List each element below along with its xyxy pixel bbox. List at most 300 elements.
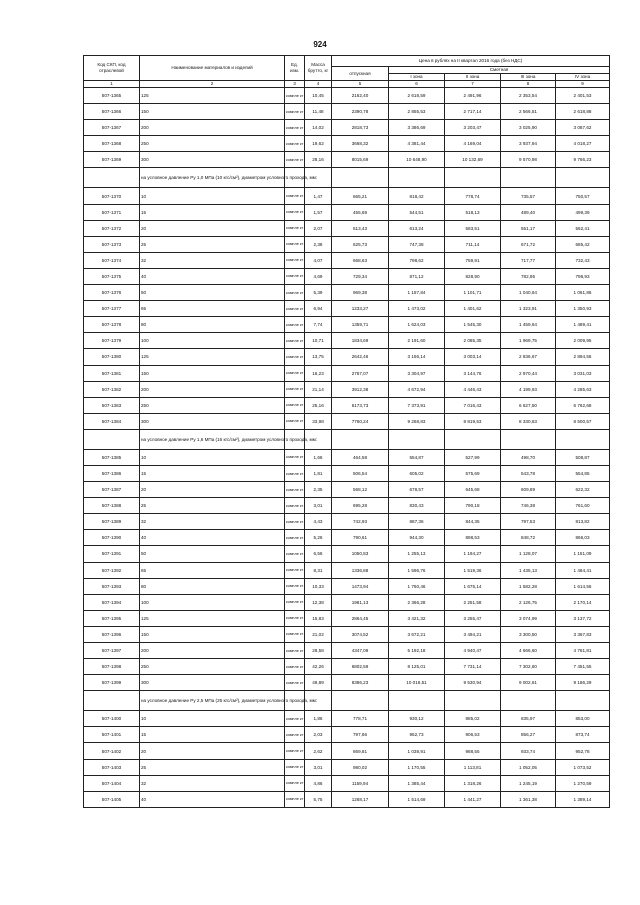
- table-row: [84, 268, 610, 284]
- code: 507-1377: [84, 301, 140, 317]
- mass-cell: 2,03: [305, 727, 332, 743]
- item-name: 200: [140, 120, 285, 136]
- unit-cell: компле кт: [285, 365, 305, 381]
- section-empty-cell: [556, 691, 610, 711]
- zone-2-price-cell: 1 101,71: [445, 285, 501, 301]
- unit-cell: компле кт: [285, 743, 305, 759]
- unit-cell: компле кт: [285, 610, 305, 626]
- table-row: [84, 759, 610, 775]
- unit-cell: компле кт: [285, 759, 305, 775]
- release-price-cell: 6802,59: [332, 659, 389, 675]
- item-name: 150: [140, 104, 285, 120]
- section-empty-cell: [445, 168, 501, 188]
- zone-1-price-cell: 3 304,97: [389, 365, 445, 381]
- zone-1-price-cell: 930,12: [389, 711, 445, 727]
- mass-cell: 25,16: [305, 397, 332, 413]
- header-price-group: Цена в рублях на II квартал 2016 года (без НДС): [332, 56, 610, 67]
- zone-2-price-cell: 4 169,04: [445, 136, 501, 152]
- zone-1-price-cell: 830,43: [389, 498, 445, 514]
- col-number: 7: [445, 81, 501, 88]
- unit-cell: компле кт: [285, 530, 305, 546]
- item-name: 65: [140, 301, 285, 317]
- table-row: [84, 643, 610, 659]
- zone-1-price-cell: 8 125,01: [389, 659, 445, 675]
- mass-cell: 13,75: [305, 349, 332, 365]
- zone-4-price-cell: 1 350,93: [556, 301, 610, 317]
- table-row: [84, 381, 610, 397]
- item-name: 50: [140, 285, 285, 301]
- release-price-cell: 778,71: [332, 711, 389, 727]
- zone-2-price-cell: 7 731,14: [445, 659, 501, 675]
- mass-cell: 10,71: [305, 333, 332, 349]
- zone-4-price-cell: 1 061,86: [556, 285, 610, 301]
- zone-3-price-cell: 609,89: [501, 482, 556, 498]
- zone-3-price-cell: 3 025,90: [501, 120, 556, 136]
- table-row: [84, 659, 610, 675]
- table-row: [84, 333, 610, 349]
- code: 507-1401: [84, 727, 140, 743]
- col-number: 9: [556, 81, 610, 88]
- zone-1-price-cell: 1 170,55: [389, 759, 445, 775]
- zone-3-price-cell: 2 970,44: [501, 365, 556, 381]
- zone-3-price-cell: 671,72: [501, 236, 556, 252]
- section-row: [84, 168, 610, 188]
- header-zone-1: I зона: [389, 74, 445, 81]
- release-price-cell: 1473,94: [332, 578, 389, 594]
- item-name: 20: [140, 220, 285, 236]
- section-code-cell: [84, 691, 140, 711]
- release-price-cell: 464,58: [332, 449, 389, 465]
- release-price-cell: 1834,69: [332, 333, 389, 349]
- table-row: [84, 791, 610, 807]
- table-row: [84, 711, 610, 727]
- section-title: на условное давление Ру 1,6 МПа (16 кгс/см²), диаметром условного прохода, мм:: [140, 429, 285, 449]
- page-number: 924: [313, 40, 327, 49]
- zone-3-price-cell: 1 128,07: [501, 546, 556, 562]
- zone-4-price-cell: 1 614,56: [556, 578, 610, 594]
- zone-2-price-cell: 3 003,14: [445, 349, 501, 365]
- zone-1-price-cell: 798,62: [389, 252, 445, 268]
- zone-4-price-cell: 7 451,55: [556, 659, 610, 675]
- zone-4-price-cell: 2 618,88: [556, 104, 610, 120]
- code: 507-1365: [84, 88, 140, 104]
- zone-1-price-cell: 4 381,44: [389, 136, 445, 152]
- table-row: [84, 204, 610, 220]
- zone-2-price-cell: 1 519,36: [445, 562, 501, 578]
- table-row: [84, 743, 610, 759]
- release-price-cell: 513,43: [332, 220, 389, 236]
- release-price-cell: 625,73: [332, 236, 389, 252]
- item-name: 40: [140, 530, 285, 546]
- zone-1-price-cell: 1 157,84: [389, 285, 445, 301]
- zone-2-price-cell: 3 494,21: [445, 626, 501, 642]
- item-name: 300: [140, 152, 285, 168]
- zone-2-price-cell: 906,53: [445, 727, 501, 743]
- section-code-cell: [84, 168, 140, 188]
- item-name: 250: [140, 659, 285, 675]
- table-row: [84, 413, 610, 429]
- section-empty-cell: [445, 429, 501, 449]
- section-empty-cell: [556, 168, 610, 188]
- zone-1-price-cell: 678,57: [389, 482, 445, 498]
- mass-cell: 1,66: [305, 449, 332, 465]
- release-price-cell: 665,21: [332, 188, 389, 204]
- zone-1-price-cell: 2 855,53: [389, 104, 445, 120]
- zone-3-price-cell: 1 052,05: [501, 759, 556, 775]
- item-name: 150: [140, 365, 285, 381]
- code: 507-1379: [84, 333, 140, 349]
- mass-cell: 49,89: [305, 675, 332, 691]
- zone-3-price-cell: 2 566,51: [501, 104, 556, 120]
- table-row: [84, 397, 610, 413]
- zone-2-price-cell: 8 819,53: [445, 413, 501, 429]
- zone-3-price-cell: 848,72: [501, 530, 556, 546]
- zone-4-price-cell: 4 761,81: [556, 643, 610, 659]
- zone-2-price-cell: 1 194,27: [445, 546, 501, 562]
- table-row: [84, 482, 610, 498]
- zone-3-price-cell: 835,97: [501, 711, 556, 727]
- unit-cell: компле кт: [285, 268, 305, 284]
- code: 507-1396: [84, 626, 140, 642]
- table-header: [84, 56, 610, 88]
- item-name: 32: [140, 514, 285, 530]
- table-row: [84, 775, 610, 791]
- mass-cell: 2,35: [305, 482, 332, 498]
- mass-cell: 6,56: [305, 546, 332, 562]
- section-empty-cell: [445, 691, 501, 711]
- section-empty-cell: [556, 429, 610, 449]
- code: 507-1373: [84, 236, 140, 252]
- zone-4-price-cell: 2 170,14: [556, 594, 610, 610]
- table-row: [84, 626, 610, 642]
- code: 507-1369: [84, 152, 140, 168]
- item-name: 25: [140, 759, 285, 775]
- unit-cell: компле кт: [285, 791, 305, 807]
- code: 507-1374: [84, 252, 140, 268]
- zone-4-price-cell: 952,78: [556, 743, 610, 759]
- table-row: [84, 449, 610, 465]
- unit-cell: компле кт: [285, 659, 305, 675]
- mass-cell: 21,14: [305, 381, 332, 397]
- zone-1-price-cell: 1 514,69: [389, 791, 445, 807]
- unit-cell: компле кт: [285, 514, 305, 530]
- table-row: [84, 562, 610, 578]
- section-row: [84, 691, 610, 711]
- zone-1-price-cell: 554,87: [389, 449, 445, 465]
- code: 507-1389: [84, 514, 140, 530]
- zone-3-price-cell: 1 040,64: [501, 285, 556, 301]
- unit-cell: компле кт: [285, 578, 305, 594]
- unit-cell: компле кт: [285, 727, 305, 743]
- zone-3-price-cell: 4 199,93: [501, 381, 556, 397]
- col-number: 6: [389, 81, 445, 88]
- unit-cell: компле кт: [285, 482, 305, 498]
- release-price-cell: 1159,94: [332, 775, 389, 791]
- item-name: 125: [140, 88, 285, 104]
- mass-cell: 21,02: [305, 626, 332, 642]
- code: 507-1386: [84, 465, 140, 481]
- table-row: [84, 546, 610, 562]
- release-price-cell: 668,63: [332, 252, 389, 268]
- mass-cell: 4,07: [305, 252, 332, 268]
- item-name: 15: [140, 727, 285, 743]
- zone-1-price-cell: 2 366,28: [389, 594, 445, 610]
- zone-4-price-cell: 866,03: [556, 530, 610, 546]
- zone-3-price-cell: 933,74: [501, 743, 556, 759]
- release-price-cell: 2767,07: [332, 365, 389, 381]
- unit-cell: компле кт: [285, 349, 305, 365]
- table-row: [84, 610, 610, 626]
- zone-2-price-cell: 844,35: [445, 514, 501, 530]
- code: 507-1368: [84, 136, 140, 152]
- release-price-cell: 969,38: [332, 285, 389, 301]
- unit-cell: компле кт: [285, 285, 305, 301]
- zone-2-price-cell: 583,51: [445, 220, 501, 236]
- zone-4-price-cell: 3 087,62: [556, 120, 610, 136]
- mass-cell: 28,16: [305, 152, 332, 168]
- zone-4-price-cell: 1 464,41: [556, 562, 610, 578]
- item-name: 80: [140, 578, 285, 594]
- zone-2-price-cell: 790,18: [445, 498, 501, 514]
- zone-2-price-cell: 4 446,43: [445, 381, 501, 397]
- col-number: 4: [305, 81, 332, 88]
- code: 507-1392: [84, 562, 140, 578]
- section-empty-cell: [389, 691, 445, 711]
- unit-cell: компле кт: [285, 317, 305, 333]
- zone-4-price-cell: 3 031,03: [556, 365, 610, 381]
- zone-3-price-cell: 2 836,67: [501, 349, 556, 365]
- release-price-cell: 3912,38: [332, 381, 389, 397]
- item-name: 80: [140, 317, 285, 333]
- code: 507-1382: [84, 381, 140, 397]
- code: 507-1370: [84, 188, 140, 204]
- release-price-cell: 8015,69: [332, 152, 389, 168]
- unit-cell: компле кт: [285, 381, 305, 397]
- unit-cell: компле кт: [285, 252, 305, 268]
- mass-cell: 2,07: [305, 220, 332, 236]
- unit-cell: компле кт: [285, 88, 305, 104]
- zone-3-price-cell: 1 459,64: [501, 317, 556, 333]
- zone-3-price-cell: 856,27: [501, 727, 556, 743]
- zone-2-price-cell: 1 113,81: [445, 759, 501, 775]
- zone-2-price-cell: 3 255,47: [445, 610, 501, 626]
- item-name: 300: [140, 675, 285, 691]
- zone-4-price-cell: 798,93: [556, 268, 610, 284]
- mass-cell: 33,98: [305, 413, 332, 429]
- release-price-cell: 695,28: [332, 498, 389, 514]
- zone-3-price-cell: 489,40: [501, 204, 556, 220]
- table-row: [84, 220, 610, 236]
- zone-3-price-cell: 1 969,75: [501, 333, 556, 349]
- mass-cell: 2,38: [305, 236, 332, 252]
- item-name: 40: [140, 791, 285, 807]
- header-zone-2: II зона: [445, 74, 501, 81]
- mass-cell: 4,69: [305, 268, 332, 284]
- zone-1-price-cell: 1 385,44: [389, 775, 445, 791]
- table-row: [84, 104, 610, 120]
- mass-cell: 19,62: [305, 136, 332, 152]
- zone-4-price-cell: 873,74: [556, 727, 610, 743]
- col-number: 3: [285, 81, 305, 88]
- table-row: [84, 465, 610, 481]
- zone-4-price-cell: 3 137,72: [556, 610, 610, 626]
- release-price-cell: 1233,27: [332, 301, 389, 317]
- release-price-cell: 6173,73: [332, 397, 389, 413]
- zone-3-price-cell: 3 300,50: [501, 626, 556, 642]
- zone-1-price-cell: 613,24: [389, 220, 445, 236]
- table-body: [84, 88, 610, 808]
- zone-4-price-cell: 622,32: [556, 482, 610, 498]
- zone-4-price-cell: 9 766,23: [556, 152, 610, 168]
- zone-2-price-cell: 2 251,58: [445, 594, 501, 610]
- section-title: на условное давление Ру 1,0 МПа (10 кгс/см²), диаметром условного прохода, мм:: [140, 168, 285, 188]
- release-price-cell: 4347,09: [332, 643, 389, 659]
- code: 507-1390: [84, 530, 140, 546]
- zone-1-price-cell: 3 156,14: [389, 349, 445, 365]
- mass-cell: 1,47: [305, 188, 332, 204]
- section-empty-cell: [501, 168, 556, 188]
- release-price-cell: 568,12: [332, 482, 389, 498]
- release-price-cell: 2818,73: [332, 120, 389, 136]
- mass-cell: 1,57: [305, 204, 332, 220]
- release-price-cell: 869,81: [332, 743, 389, 759]
- unit-cell: компле кт: [285, 675, 305, 691]
- code: 507-1393: [84, 578, 140, 594]
- zone-3-price-cell: 1 435,13: [501, 562, 556, 578]
- item-name: 20: [140, 482, 285, 498]
- zone-3-price-cell: 1 245,19: [501, 775, 556, 791]
- table-row: [84, 578, 610, 594]
- code: 507-1398: [84, 659, 140, 675]
- zone-4-price-cell: 732,43: [556, 252, 610, 268]
- unit-cell: компле кт: [285, 449, 305, 465]
- zone-3-price-cell: 9 002,61: [501, 675, 556, 691]
- zone-4-price-cell: 6 762,68: [556, 397, 610, 413]
- release-price-cell: 1981,13: [332, 594, 389, 610]
- release-price-cell: 1336,88: [332, 562, 389, 578]
- mass-cell: 8,31: [305, 562, 332, 578]
- code: 507-1372: [84, 220, 140, 236]
- item-name: 50: [140, 546, 285, 562]
- zone-1-price-cell: 10 016,51: [389, 675, 445, 691]
- zone-3-price-cell: 2 126,75: [501, 594, 556, 610]
- zone-2-price-cell: 1 318,26: [445, 775, 501, 791]
- zone-1-price-cell: 5 192,18: [389, 643, 445, 659]
- code: 507-1371: [84, 204, 140, 220]
- unit-cell: компле кт: [285, 188, 305, 204]
- code: 507-1381: [84, 365, 140, 381]
- table-row: [84, 675, 610, 691]
- item-name: 10: [140, 449, 285, 465]
- zone-2-price-cell: 1 675,14: [445, 578, 501, 594]
- zone-1-price-cell: 2 618,59: [389, 88, 445, 104]
- zone-1-price-cell: 2 191,60: [389, 333, 445, 349]
- zone-4-price-cell: 2 401,53: [556, 88, 610, 104]
- zone-4-price-cell: 3 367,83: [556, 626, 610, 642]
- price-table: [83, 55, 610, 808]
- zone-3-price-cell: 1 361,38: [501, 791, 556, 807]
- zone-4-price-cell: 853,00: [556, 711, 610, 727]
- mass-cell: 10,33: [305, 578, 332, 594]
- zone-3-price-cell: 782,95: [501, 268, 556, 284]
- section-empty-cell: [332, 168, 389, 188]
- zone-4-price-cell: 750,57: [556, 188, 610, 204]
- unit-cell: компле кт: [285, 104, 305, 120]
- mass-cell: 3,01: [305, 498, 332, 514]
- mass-cell: 5,75: [305, 791, 332, 807]
- zone-2-price-cell: 885,02: [445, 711, 501, 727]
- item-name: 40: [140, 268, 285, 284]
- item-name: 15: [140, 465, 285, 481]
- col-number: 2: [140, 81, 285, 88]
- item-name: 65: [140, 562, 285, 578]
- mass-cell: 3,01: [305, 759, 332, 775]
- zone-2-price-cell: 2 717,14: [445, 104, 501, 120]
- item-name: 10: [140, 711, 285, 727]
- zone-4-price-cell: 508,87: [556, 449, 610, 465]
- zone-4-price-cell: 554,85: [556, 465, 610, 481]
- mass-cell: 28,58: [305, 643, 332, 659]
- zone-4-price-cell: 685,42: [556, 236, 610, 252]
- zone-2-price-cell: 575,69: [445, 465, 501, 481]
- item-name: 20: [140, 743, 285, 759]
- table-row: [84, 498, 610, 514]
- header-unit: Ед. изм.: [285, 56, 305, 81]
- col-number: 5: [332, 81, 389, 88]
- zone-4-price-cell: 761,60: [556, 498, 610, 514]
- release-price-cell: 797,66: [332, 727, 389, 743]
- zone-4-price-cell: 2 894,56: [556, 349, 610, 365]
- table-row: [84, 188, 610, 204]
- zone-2-price-cell: 711,14: [445, 236, 501, 252]
- zone-2-price-cell: 2 491,96: [445, 88, 501, 104]
- zone-3-price-cell: 3 074,99: [501, 610, 556, 626]
- zone-4-price-cell: 1 073,52: [556, 759, 610, 775]
- item-name: 25: [140, 236, 285, 252]
- mass-cell: 5,26: [305, 530, 332, 546]
- header-release-price: отпускная: [332, 67, 389, 81]
- zone-4-price-cell: 1 489,41: [556, 317, 610, 333]
- item-name: 25: [140, 498, 285, 514]
- unit-cell: компле кт: [285, 236, 305, 252]
- zone-3-price-cell: 543,78: [501, 465, 556, 481]
- zone-3-price-cell: 8 330,63: [501, 413, 556, 429]
- section-code-cell: [84, 429, 140, 449]
- unit-cell: компле кт: [285, 643, 305, 659]
- table-row: [84, 727, 610, 743]
- zone-2-price-cell: 645,68: [445, 482, 501, 498]
- zone-1-price-cell: 3 421,32: [389, 610, 445, 626]
- code: 507-1384: [84, 413, 140, 429]
- unit-cell: компле кт: [285, 397, 305, 413]
- table-row: [84, 301, 610, 317]
- zone-2-price-cell: 1 401,62: [445, 301, 501, 317]
- mass-cell: 2,62: [305, 743, 332, 759]
- release-price-cell: 3074,52: [332, 626, 389, 642]
- code: 507-1367: [84, 120, 140, 136]
- zone-4-price-cell: 562,41: [556, 220, 610, 236]
- zone-2-price-cell: 778,74: [445, 188, 501, 204]
- release-price-cell: 2642,46: [332, 349, 389, 365]
- header-zone-4: IV зона: [556, 74, 610, 81]
- zone-3-price-cell: 735,57: [501, 188, 556, 204]
- item-name: 125: [140, 610, 285, 626]
- unit-cell: компле кт: [285, 498, 305, 514]
- unit-cell: компле кт: [285, 465, 305, 481]
- zone-3-price-cell: 1 582,28: [501, 578, 556, 594]
- zone-2-price-cell: 828,90: [445, 268, 501, 284]
- zone-1-price-cell: 4 672,94: [389, 381, 445, 397]
